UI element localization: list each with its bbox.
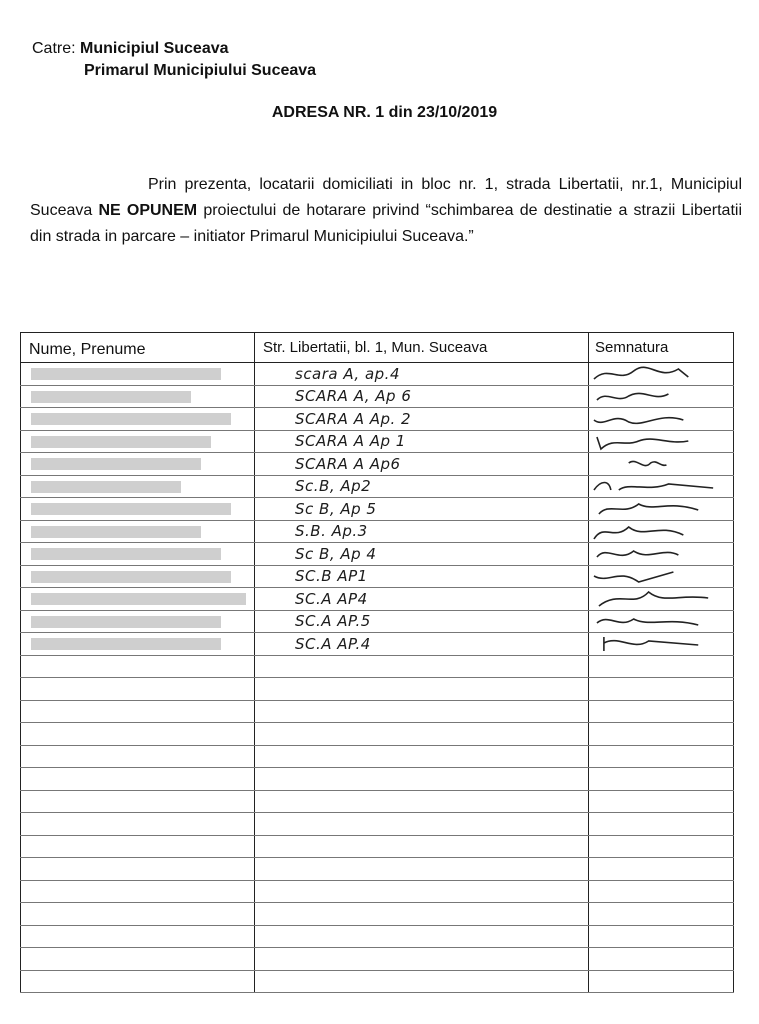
empty-cell xyxy=(589,970,734,993)
recipient-line-1: Municipiul Suceava xyxy=(80,40,229,57)
table-body xyxy=(21,363,734,993)
paragraph-part-1: Prin prezenta, locatarii domiciliati in bloc nr. 1, strada Libertatii, nr.1, Municipiul Suceava xyxy=(30,176,742,219)
redacted-name xyxy=(31,503,231,515)
table-row xyxy=(21,453,734,476)
redacted-name xyxy=(31,458,201,470)
empty-cell xyxy=(21,745,255,768)
signature-scribble xyxy=(589,476,733,497)
name-cell xyxy=(21,363,255,386)
address-cell: SC.A AP.5 xyxy=(255,610,589,633)
empty-row xyxy=(21,655,734,678)
table-header-row xyxy=(21,333,734,363)
empty-row xyxy=(21,970,734,993)
empty-cell xyxy=(589,678,734,701)
signature-scribble xyxy=(589,543,733,564)
empty-cell xyxy=(589,745,734,768)
empty-cell xyxy=(589,723,734,746)
table-row xyxy=(21,520,734,543)
empty-cell xyxy=(255,903,589,926)
empty-cell xyxy=(255,655,589,678)
address-cell: SCARA A Ap6 xyxy=(255,453,589,476)
signature-scribble xyxy=(589,386,733,407)
empty-cell xyxy=(589,925,734,948)
empty-cell xyxy=(21,880,255,903)
redacted-name xyxy=(31,526,201,538)
empty-cell xyxy=(255,925,589,948)
signature-cell xyxy=(589,565,734,588)
empty-row xyxy=(21,835,734,858)
header-signature: Semnatura xyxy=(589,333,734,363)
empty-row xyxy=(21,678,734,701)
empty-cell xyxy=(255,678,589,701)
empty-cell xyxy=(589,948,734,971)
table-row xyxy=(21,565,734,588)
address-cell: SCARA A Ap 1 xyxy=(255,430,589,453)
empty-cell xyxy=(589,655,734,678)
signature-cell xyxy=(589,385,734,408)
signature-scribble xyxy=(589,498,733,519)
empty-cell xyxy=(21,835,255,858)
name-cell xyxy=(21,475,255,498)
address-cell: SCARA A Ap. 2 xyxy=(255,408,589,431)
empty-cell xyxy=(255,835,589,858)
signature-scribble xyxy=(589,566,733,587)
table-row xyxy=(21,430,734,453)
name-cell xyxy=(21,610,255,633)
signature-scribble xyxy=(589,363,733,384)
signature-scribble xyxy=(589,611,733,632)
empty-row xyxy=(21,700,734,723)
empty-cell xyxy=(21,655,255,678)
empty-row xyxy=(21,948,734,971)
header-address: Str. Libertatii, bl. 1, Mun. Suceava xyxy=(255,333,589,363)
table-row xyxy=(21,633,734,656)
empty-cell xyxy=(255,790,589,813)
signature-cell xyxy=(589,520,734,543)
name-cell xyxy=(21,565,255,588)
empty-cell xyxy=(255,948,589,971)
signature-table xyxy=(20,332,734,993)
signature-scribble xyxy=(589,408,733,429)
redacted-name xyxy=(31,368,221,380)
redacted-name xyxy=(31,481,181,493)
address-cell: Sc B, Ap 5 xyxy=(255,498,589,521)
name-cell xyxy=(21,588,255,611)
empty-cell xyxy=(255,858,589,881)
signature-cell xyxy=(589,543,734,566)
name-cell xyxy=(21,408,255,431)
redacted-name xyxy=(31,571,231,583)
empty-cell xyxy=(255,768,589,791)
empty-cell xyxy=(21,970,255,993)
name-cell xyxy=(21,498,255,521)
name-cell xyxy=(21,543,255,566)
name-cell xyxy=(21,633,255,656)
signature-cell xyxy=(589,633,734,656)
empty-cell xyxy=(21,858,255,881)
signature-cell xyxy=(589,610,734,633)
empty-cell xyxy=(255,700,589,723)
signature-cell xyxy=(589,498,734,521)
signature-scribble xyxy=(589,453,733,474)
empty-cell xyxy=(589,790,734,813)
recipient-label: Catre: xyxy=(32,40,76,57)
empty-cell xyxy=(21,723,255,746)
address-cell: S.B. Ap.3 xyxy=(255,520,589,543)
signature-scribble xyxy=(589,633,733,654)
recipient-line-2: Primarul Municipiului Suceava xyxy=(84,62,317,79)
empty-row xyxy=(21,925,734,948)
redacted-name xyxy=(31,616,221,628)
empty-cell xyxy=(255,813,589,836)
empty-cell xyxy=(255,880,589,903)
empty-cell xyxy=(21,678,255,701)
empty-cell xyxy=(589,700,734,723)
signature-cell xyxy=(589,363,734,386)
signature-cell xyxy=(589,430,734,453)
header-name: Nume, Prenume xyxy=(21,333,255,363)
signature-scribble xyxy=(589,588,733,609)
empty-cell xyxy=(21,903,255,926)
signature-cell xyxy=(589,453,734,476)
empty-row xyxy=(21,768,734,791)
recipient-block xyxy=(32,38,316,82)
signature-scribble xyxy=(589,521,733,542)
table-row xyxy=(21,475,734,498)
empty-row xyxy=(21,723,734,746)
signature-scribble xyxy=(589,431,733,452)
address-cell: Sc B, Ap 4 xyxy=(255,543,589,566)
table-row xyxy=(21,498,734,521)
name-cell xyxy=(21,453,255,476)
document-title: ADRESA NR. 1 din 23/10/2019 xyxy=(271,104,498,121)
name-cell xyxy=(21,430,255,453)
redacted-name xyxy=(31,638,221,650)
empty-cell xyxy=(21,700,255,723)
address-cell: Sc.B, Ap2 xyxy=(255,475,589,498)
paragraph-emphasis: NE OPUNEM xyxy=(98,202,198,219)
name-cell xyxy=(21,520,255,543)
redacted-name xyxy=(31,436,211,448)
table-row xyxy=(21,385,734,408)
address-cell: SC.A AP4 xyxy=(255,588,589,611)
table-row xyxy=(21,408,734,431)
empty-cell xyxy=(589,880,734,903)
empty-cell xyxy=(589,858,734,881)
empty-cell xyxy=(21,768,255,791)
empty-cell xyxy=(589,835,734,858)
empty-row xyxy=(21,880,734,903)
empty-cell xyxy=(255,970,589,993)
address-cell: SCARA A, Ap 6 xyxy=(255,385,589,408)
redacted-name xyxy=(31,548,221,560)
signature-cell xyxy=(589,588,734,611)
empty-cell xyxy=(21,948,255,971)
signature-cell xyxy=(589,408,734,431)
redacted-name xyxy=(31,413,231,425)
table-row xyxy=(21,610,734,633)
empty-cell xyxy=(21,813,255,836)
table-row xyxy=(21,543,734,566)
empty-row xyxy=(21,858,734,881)
paragraph-part-2: proiectului de hotarare privind “schimbarea de destinatie a strazii Libertatii din strada in parcare – initiator Primarul Municipiului Suceava.” xyxy=(30,202,742,245)
empty-row xyxy=(21,745,734,768)
table-row xyxy=(21,588,734,611)
empty-cell xyxy=(589,903,734,926)
empty-cell xyxy=(255,723,589,746)
address-cell: scara A, ap.4 xyxy=(255,363,589,386)
empty-cell xyxy=(255,745,589,768)
empty-cell xyxy=(589,813,734,836)
table-row xyxy=(21,363,734,386)
redacted-name xyxy=(31,391,191,403)
empty-row xyxy=(21,790,734,813)
address-cell: SC.B AP1 xyxy=(255,565,589,588)
empty-cell xyxy=(21,925,255,948)
empty-row xyxy=(21,813,734,836)
name-cell xyxy=(21,385,255,408)
empty-row xyxy=(21,903,734,926)
signature-cell xyxy=(589,475,734,498)
address-cell: SC.A AP.4 xyxy=(255,633,589,656)
redacted-name xyxy=(31,593,246,605)
empty-cell xyxy=(589,768,734,791)
empty-cell xyxy=(21,790,255,813)
body-paragraph xyxy=(30,172,742,250)
